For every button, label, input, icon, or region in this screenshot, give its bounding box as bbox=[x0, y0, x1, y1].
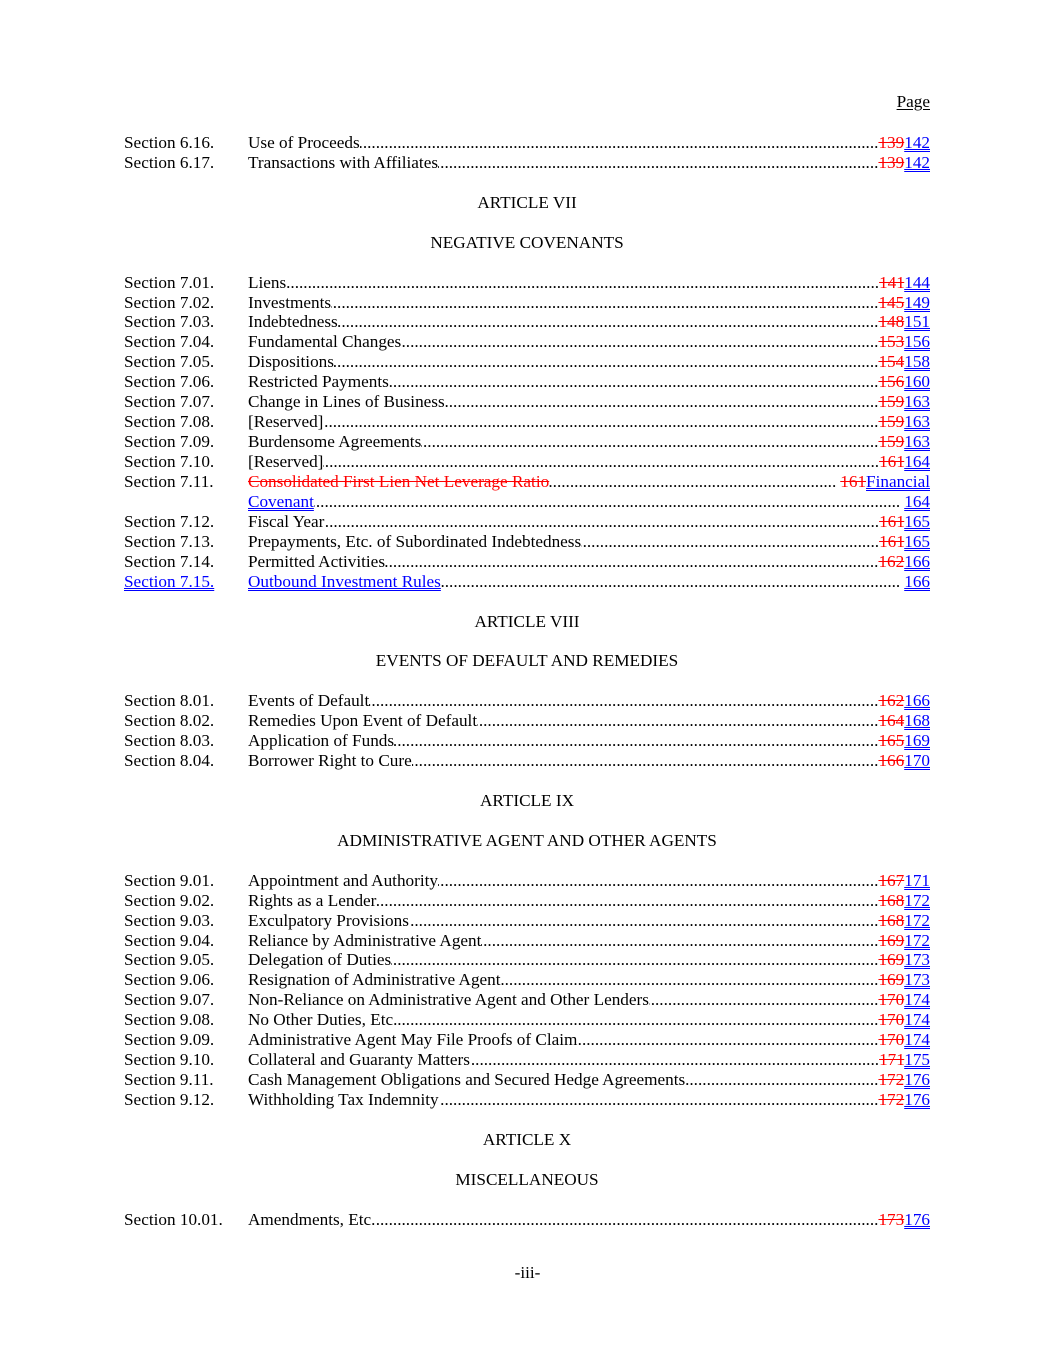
dot-leader bbox=[389, 372, 879, 392]
deleted-page-number: 162 bbox=[878, 691, 905, 711]
deleted-page-number: 172 bbox=[878, 1070, 905, 1090]
inserted-page-number: 142 bbox=[904, 133, 930, 152]
dot-leader bbox=[438, 871, 878, 891]
toc-entry-9-01 bbox=[124, 871, 930, 891]
inserted-page-number: 172 bbox=[904, 930, 930, 950]
section-title: Burdensome Agreements bbox=[248, 432, 422, 452]
section-number: Section 7.07. bbox=[124, 392, 215, 412]
toc-entry-9-08 bbox=[124, 1010, 930, 1030]
inserted-page-number: 171 bbox=[904, 870, 930, 890]
page-reference bbox=[879, 452, 930, 472]
deleted-page-number: 164 bbox=[878, 711, 905, 731]
toc-entry-9-09 bbox=[124, 1030, 930, 1050]
page-reference bbox=[878, 552, 930, 572]
section-number: Section 9.03. bbox=[124, 910, 215, 930]
deleted-page-number: 172 bbox=[878, 1090, 905, 1109]
section-title: Events of Default bbox=[248, 691, 370, 711]
toc-entry-8-02 bbox=[124, 711, 930, 731]
page-reference bbox=[878, 911, 930, 931]
section-number: Section 7.02. bbox=[124, 292, 215, 312]
section-title: Fundamental Changes bbox=[248, 332, 402, 352]
toc-entry-8-01 bbox=[124, 691, 930, 711]
toc-entry-7-12 bbox=[124, 512, 930, 532]
dot-leader bbox=[501, 970, 879, 990]
deleted-page-number: 170 bbox=[878, 1010, 905, 1030]
toc-entry-7-06 bbox=[124, 372, 930, 392]
page-reference bbox=[904, 492, 930, 512]
page-footer-number: -iii- bbox=[514, 1263, 541, 1282]
section-title: Application of Funds bbox=[248, 731, 395, 751]
dot-leader bbox=[470, 1050, 879, 1070]
page-reference bbox=[878, 372, 930, 392]
page-reference bbox=[840, 472, 930, 492]
inserted-page-number: 165 bbox=[904, 531, 930, 551]
article-title: EVENTS OF DEFAULT AND REMEDIES bbox=[375, 651, 679, 671]
section-title: No Other Duties, Etc. bbox=[248, 1010, 398, 1030]
deleted-page-number: 154 bbox=[878, 352, 905, 372]
section-number: Section 7.04. bbox=[124, 332, 215, 352]
toc-entry-10-01 bbox=[124, 1210, 930, 1230]
inserted-page-number: 142 bbox=[904, 152, 930, 172]
section-number: Section 9.08. bbox=[124, 1010, 215, 1030]
section-title: Borrower Right to Cure bbox=[248, 751, 412, 771]
toc-entry-7-09 bbox=[124, 432, 930, 452]
section-title: Amendments, Etc. bbox=[248, 1209, 376, 1229]
inserted-page-number: 163 bbox=[904, 392, 930, 412]
deleted-page-number: 159 bbox=[878, 432, 905, 452]
deleted-page-number: 162 bbox=[878, 551, 905, 571]
dot-leader bbox=[441, 572, 900, 592]
deleted-page-number: 159 bbox=[878, 392, 905, 412]
page-reference bbox=[879, 532, 930, 552]
toc-entry-9-03 bbox=[124, 911, 930, 931]
section-number: Section 7.13. bbox=[124, 531, 215, 551]
deleted-page-number: 169 bbox=[878, 950, 905, 970]
toc-entry-9-02 bbox=[124, 891, 930, 911]
toc-entry-7-14 bbox=[124, 552, 930, 572]
section-title: Non-Reliance on Administrative Agent and Other Lenders bbox=[248, 990, 649, 1010]
deleted-page-number: 166 bbox=[878, 751, 905, 771]
section-number: Section 7.01. bbox=[124, 272, 215, 292]
inserted-page-number: 176 bbox=[904, 1090, 930, 1109]
inserted-page-number: 163 bbox=[904, 432, 930, 452]
section-title: Exculpatory Provisions bbox=[248, 910, 409, 930]
section-title: Investments bbox=[248, 292, 332, 312]
deleted-page-number: 145 bbox=[878, 292, 905, 312]
dot-leader bbox=[549, 472, 836, 492]
inserted-page-number: 144 bbox=[904, 272, 930, 292]
section-number: Section 6.16. bbox=[124, 133, 215, 152]
dot-leader bbox=[334, 352, 878, 372]
section-title: Prepayments, Etc. of Subordinated Indebtedness bbox=[248, 531, 582, 551]
page-reference bbox=[878, 871, 930, 891]
page-reference bbox=[878, 711, 930, 731]
deleted-page-number: 139 bbox=[878, 152, 905, 172]
dot-leader bbox=[360, 133, 879, 153]
deleted-page-number: 170 bbox=[878, 990, 905, 1010]
page-reference bbox=[878, 133, 930, 153]
toc-entry-7-13 bbox=[124, 532, 930, 552]
toc-entry-7-10 bbox=[124, 452, 930, 472]
section-title: Appointment and Authority bbox=[248, 870, 439, 890]
dot-leader bbox=[438, 153, 878, 173]
dot-leader bbox=[394, 731, 878, 751]
section-title: Change in Lines of Business bbox=[248, 392, 445, 412]
page-reference bbox=[878, 970, 930, 990]
page-reference bbox=[878, 293, 930, 313]
section-number: Section 7.14. bbox=[124, 551, 215, 571]
dot-leader bbox=[581, 532, 879, 552]
dot-leader bbox=[323, 452, 879, 472]
section-number: Section 7.06. bbox=[124, 372, 215, 392]
page-reference bbox=[878, 153, 930, 173]
page-column-label: Page bbox=[896, 92, 930, 111]
toc-entry-7-01 bbox=[124, 273, 930, 293]
inserted-page-number: 174 bbox=[904, 1030, 930, 1050]
inserted-section-title: Outbound Investment Rules bbox=[248, 571, 441, 591]
section-number: Section 8.03. bbox=[124, 731, 215, 751]
deleted-page-number: 139 bbox=[878, 133, 905, 152]
dot-leader bbox=[376, 891, 878, 911]
page-reference bbox=[878, 931, 930, 951]
deleted-page-number: 173 bbox=[878, 1209, 905, 1229]
deleted-page-number: 171 bbox=[879, 1050, 905, 1070]
section-title: Transactions with Affiliates bbox=[248, 152, 439, 172]
section-number: Section 7.12. bbox=[124, 511, 215, 531]
deleted-page-number: 161 bbox=[879, 531, 905, 551]
toc-entry-6-16 bbox=[124, 133, 930, 153]
dot-leader bbox=[385, 552, 878, 572]
inserted-page-number: 172 bbox=[904, 890, 930, 910]
article-title: NEGATIVE COVENANTS bbox=[430, 232, 624, 252]
section-title: Use of Proceeds bbox=[248, 133, 360, 152]
inserted-page-number: 174 bbox=[904, 990, 930, 1010]
section-number: Section 9.01. bbox=[124, 870, 215, 890]
section-number: Section 9.09. bbox=[124, 1030, 215, 1050]
toc-entry-9-05 bbox=[124, 950, 930, 970]
page-reference bbox=[878, 352, 930, 372]
toc-entry-8-04 bbox=[124, 751, 930, 771]
inserted-section-title: Covenant bbox=[248, 491, 314, 511]
section-number: Section 7.03. bbox=[124, 312, 215, 332]
section-number: Section 7.09. bbox=[124, 432, 215, 452]
page-reference bbox=[878, 412, 930, 432]
section-number: Section 9.07. bbox=[124, 990, 215, 1010]
section-title: Withholding Tax Indemnity bbox=[248, 1090, 439, 1109]
page-reference bbox=[878, 691, 930, 711]
page-reference bbox=[878, 1090, 930, 1110]
section-number: Section 7.05. bbox=[124, 352, 215, 372]
inserted-page-number: 174 bbox=[904, 1010, 930, 1030]
page-reference bbox=[878, 1070, 930, 1090]
deleted-page-number: 156 bbox=[878, 372, 905, 392]
deleted-page-number: 167 bbox=[878, 870, 905, 890]
deleted-page-number: 168 bbox=[878, 910, 905, 930]
toc-entry-7-05 bbox=[124, 352, 930, 372]
section-number: Section 9.12. bbox=[124, 1090, 215, 1109]
dot-leader bbox=[324, 512, 879, 532]
inserted-page-number: 166 bbox=[904, 691, 930, 711]
toc-entry-7-15 bbox=[124, 572, 930, 592]
section-title: Permitted Activities bbox=[248, 551, 386, 571]
dot-leader bbox=[439, 1090, 879, 1110]
table-of-contents bbox=[124, 133, 930, 1230]
section-number-blank bbox=[124, 492, 248, 512]
section-number: Section 6.17. bbox=[124, 152, 215, 172]
page-reference bbox=[878, 312, 930, 332]
section-number: Section 9.05. bbox=[124, 950, 215, 970]
toc-entry-9-10 bbox=[124, 1050, 930, 1070]
section-number: Section 9.02. bbox=[124, 890, 215, 910]
inserted-page-number: 164 bbox=[904, 452, 930, 471]
inserted-page-number: 173 bbox=[904, 970, 930, 990]
section-number: Section 9.04. bbox=[124, 930, 215, 950]
article-label: ARTICLE VII bbox=[477, 192, 577, 212]
toc-entry-7-07 bbox=[124, 392, 930, 412]
section-title: Resignation of Administrative Agent bbox=[248, 970, 501, 990]
toc-entry-7-08 bbox=[124, 412, 930, 432]
inserted-section-number: Section 7.15. bbox=[124, 571, 215, 591]
deleted-page-number: 141 bbox=[879, 272, 905, 292]
toc-entry-9-06 bbox=[124, 970, 930, 990]
section-number: Section 8.04. bbox=[124, 751, 215, 771]
inserted-page-number: 173 bbox=[904, 950, 930, 970]
section-number: Section 9.06. bbox=[124, 970, 215, 990]
section-title: Rights as a Lender bbox=[248, 890, 377, 910]
toc-entry-7-03 bbox=[124, 312, 930, 332]
page-reference bbox=[878, 332, 930, 352]
dot-leader bbox=[477, 711, 878, 731]
inserted-page-number: 172 bbox=[904, 910, 930, 930]
page-reference bbox=[878, 1010, 930, 1030]
dot-leader bbox=[331, 293, 878, 313]
section-number: Section 9.11. bbox=[124, 1070, 214, 1090]
dot-leader bbox=[375, 1210, 878, 1230]
inserted-page-number: 151 bbox=[904, 312, 930, 332]
page-reference bbox=[878, 392, 930, 412]
deleted-page-number: 168 bbox=[878, 890, 905, 910]
section-number: Section 8.01. bbox=[124, 691, 215, 711]
toc-entry-9-12 bbox=[124, 1090, 930, 1110]
dot-leader bbox=[391, 950, 878, 970]
dot-leader bbox=[445, 392, 879, 412]
dot-leader bbox=[401, 332, 878, 352]
toc-entry-7-11 bbox=[124, 472, 930, 492]
page-reference bbox=[878, 1030, 930, 1050]
dot-leader bbox=[481, 931, 878, 951]
page-reference bbox=[878, 432, 930, 452]
toc-entry-7-04 bbox=[124, 332, 930, 352]
inserted-page-number: 170 bbox=[904, 751, 930, 771]
dot-leader bbox=[685, 1070, 878, 1090]
inserted-page-number: 168 bbox=[904, 711, 930, 731]
section-title: Delegation of Duties bbox=[248, 950, 392, 970]
deleted-page-number: 148 bbox=[878, 312, 905, 332]
inserted-page-number: 166 bbox=[904, 551, 930, 571]
section-number: Section 8.02. bbox=[124, 711, 215, 731]
deleted-page-number: 161 bbox=[879, 452, 905, 471]
inserted-page-number: 163 bbox=[904, 412, 930, 432]
article-label: ARTICLE VIII bbox=[474, 611, 580, 631]
section-number: Section 7.10. bbox=[124, 452, 215, 471]
inserted-page-number: 166 bbox=[904, 571, 930, 591]
section-number: Section 9.10. bbox=[124, 1050, 215, 1070]
section-title: Indebtedness bbox=[248, 312, 338, 332]
toc-entry-6-17 bbox=[124, 153, 930, 173]
deleted-section-title: Consolidated First Lien Net Leverage Ratio bbox=[248, 471, 550, 491]
inserted-page-number: 176 bbox=[904, 1209, 930, 1229]
section-title: [Reserved] bbox=[248, 452, 324, 471]
article-label: ARTICLE X bbox=[482, 1129, 572, 1149]
section-title: Fiscal Year bbox=[248, 511, 325, 531]
dot-leader bbox=[338, 312, 879, 332]
page-reference bbox=[878, 731, 930, 751]
section-title: Collateral and Guaranty Matters bbox=[248, 1050, 470, 1070]
section-title: [Reserved] bbox=[248, 412, 324, 432]
toc-entry-8-03 bbox=[124, 731, 930, 751]
inserted-page-number: 165 bbox=[904, 511, 930, 531]
inserted-page-number: 158 bbox=[904, 352, 930, 372]
deleted-page-number: 161 bbox=[879, 511, 905, 531]
section-title: Administrative Agent May File Proofs of Claim bbox=[248, 1030, 578, 1050]
inserted-section-title: Financial bbox=[866, 471, 930, 491]
deleted-page-number: 169 bbox=[878, 930, 905, 950]
deleted-page-number: 165 bbox=[878, 731, 905, 751]
dot-leader bbox=[286, 273, 879, 293]
page-reference bbox=[904, 572, 930, 592]
toc-entry-7-02 bbox=[124, 293, 930, 313]
section-title: Cash Management Obligations and Secured Hedge Agreements bbox=[248, 1070, 686, 1090]
dot-leader bbox=[577, 1030, 878, 1050]
page-reference bbox=[878, 751, 930, 771]
inserted-page-number: 169 bbox=[904, 731, 930, 751]
page-reference bbox=[878, 990, 930, 1010]
inserted-page-number: 175 bbox=[904, 1050, 930, 1070]
inserted-page-number: 176 bbox=[904, 1070, 930, 1090]
dot-leader bbox=[421, 432, 878, 452]
toc-entry-9-04 bbox=[124, 931, 930, 951]
dot-leader bbox=[409, 911, 879, 931]
toc-entry-9-11 bbox=[124, 1070, 930, 1090]
toc-entry-9-07 bbox=[124, 990, 930, 1010]
deleted-page-number: 153 bbox=[878, 332, 905, 352]
section-number: Section 10.01. bbox=[124, 1209, 223, 1229]
dot-leader bbox=[369, 691, 878, 711]
section-title: Liens bbox=[248, 272, 287, 292]
page-reference bbox=[878, 891, 930, 911]
article-label: ARTICLE IX bbox=[480, 790, 574, 810]
inserted-page-number: 160 bbox=[904, 372, 930, 392]
page-reference bbox=[879, 273, 930, 293]
inserted-page-number: 156 bbox=[904, 332, 930, 352]
dot-leader bbox=[314, 492, 900, 512]
section-title: Reliance by Administrative Agent bbox=[248, 930, 482, 950]
section-title: Restricted Payments bbox=[248, 372, 389, 392]
dot-leader bbox=[323, 412, 878, 432]
page-reference bbox=[879, 1050, 930, 1070]
deleted-page-number: 159 bbox=[878, 412, 905, 432]
dot-leader bbox=[397, 1010, 878, 1030]
dot-leader bbox=[412, 751, 879, 771]
article-title: MISCELLANEOUS bbox=[455, 1169, 599, 1189]
section-number: Section 7.11. bbox=[124, 471, 214, 491]
page-reference bbox=[878, 950, 930, 970]
inserted-page-number: 149 bbox=[904, 292, 930, 312]
page-reference bbox=[879, 512, 930, 532]
section-number: Section 7.08. bbox=[124, 412, 215, 432]
deleted-page-number: 169 bbox=[878, 970, 905, 990]
deleted-page-number: 170 bbox=[878, 1030, 905, 1050]
dot-leader bbox=[649, 990, 879, 1010]
article-title: ADMINISTRATIVE AGENT AND OTHER AGENTS bbox=[337, 830, 717, 850]
section-title: Dispositions bbox=[248, 352, 334, 372]
page-reference bbox=[878, 1210, 930, 1230]
section-title: Remedies Upon Event of Default bbox=[248, 711, 478, 731]
inserted-page-number: 164 bbox=[904, 491, 930, 511]
toc-entry-7-11-continued bbox=[124, 492, 930, 512]
deleted-page-number: 161 bbox=[840, 471, 867, 491]
